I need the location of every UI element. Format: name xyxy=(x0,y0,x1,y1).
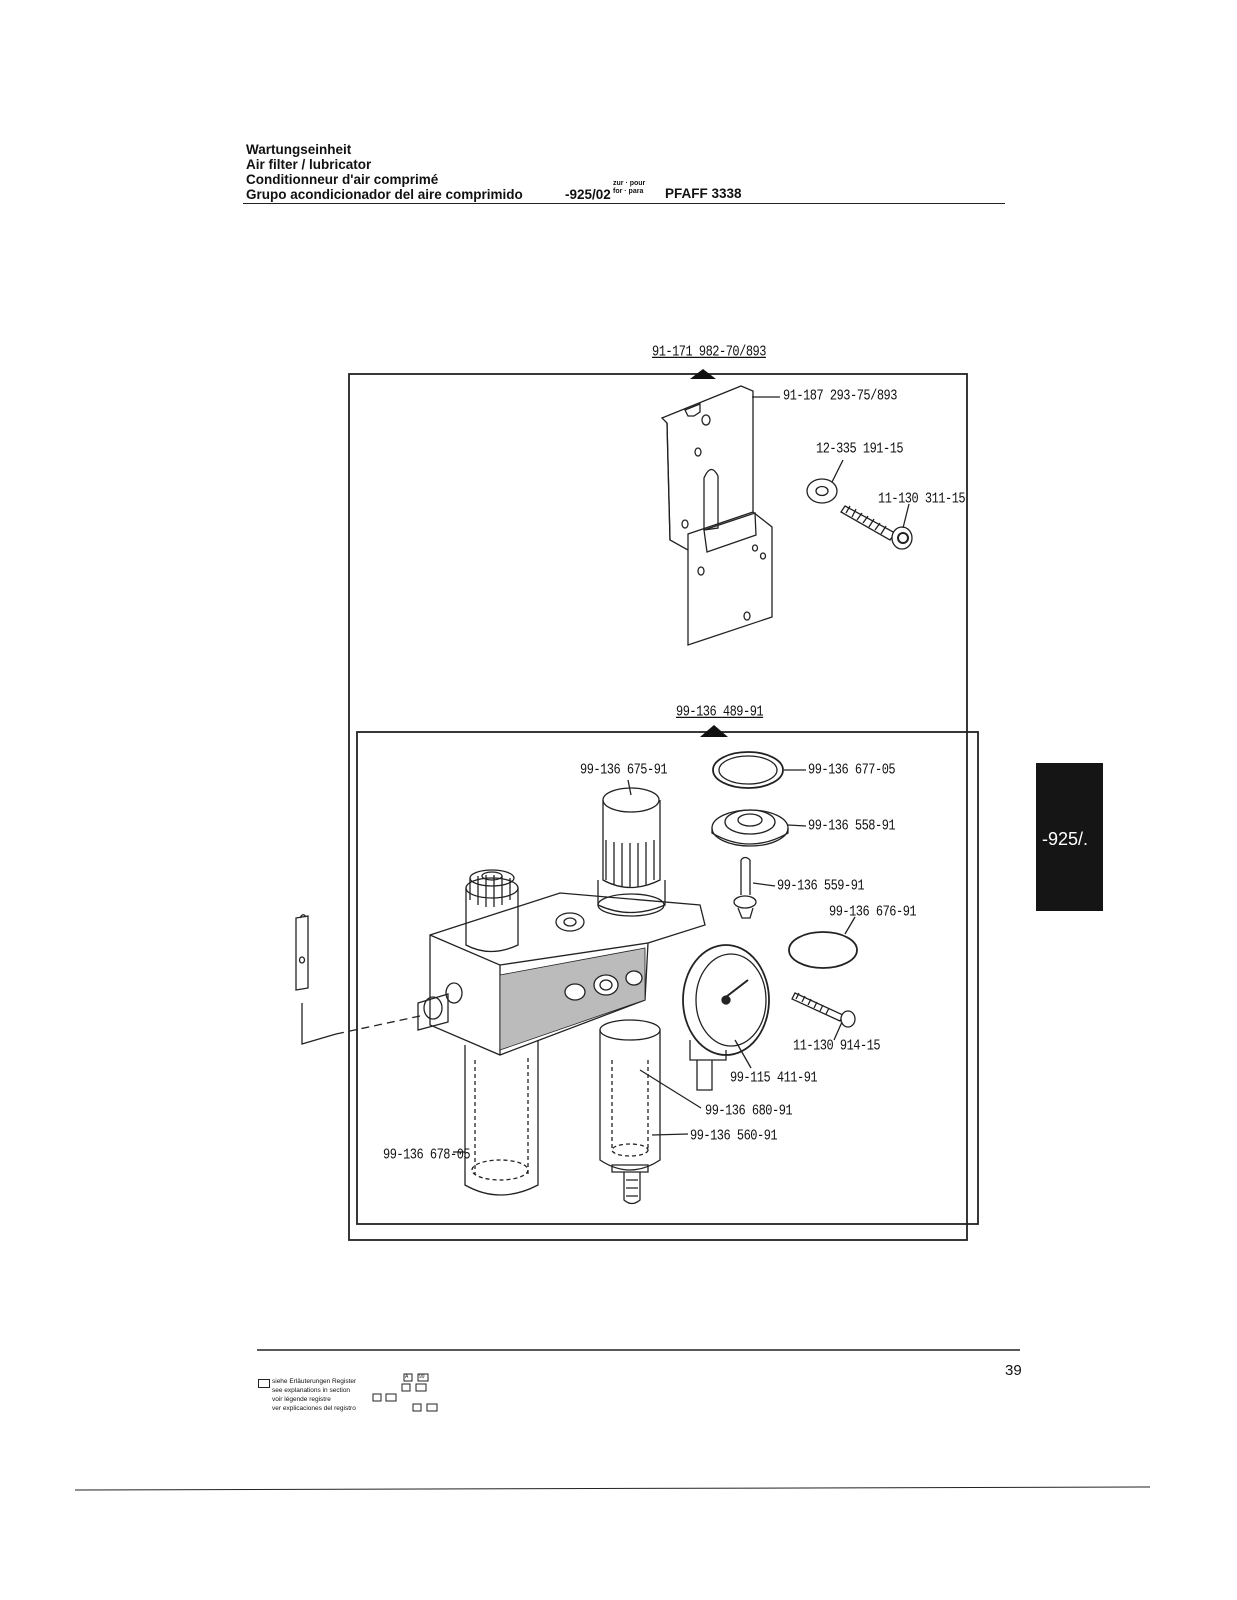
part-number-label: 99-136 559-91 xyxy=(777,877,865,895)
part-number-label: 99-136 677-05 xyxy=(808,761,896,779)
leader-p7 xyxy=(753,883,775,886)
legend-ref-box xyxy=(416,1384,426,1391)
leader-p12 xyxy=(652,1134,688,1135)
title-german: Wartungseinheit xyxy=(246,142,352,157)
leader-p6 xyxy=(788,825,806,826)
page-number: 39 xyxy=(1005,1362,1022,1379)
legend-symbol-box xyxy=(258,1379,270,1388)
valve-seat xyxy=(712,810,788,846)
legend-ref-box xyxy=(413,1404,421,1411)
assembly-code: -925/02 xyxy=(565,187,611,202)
valve-stem xyxy=(734,858,756,919)
title-french: Conditionneur d'air comprimé xyxy=(246,172,439,187)
title-spanish: Grupo acondicionador del aire comprimido xyxy=(246,187,523,202)
legend-ref-box xyxy=(386,1394,396,1401)
part-number-label: 99-136 675-91 xyxy=(580,761,668,779)
upper-assembly-number: 91-171 982-70/893 xyxy=(652,343,766,361)
part-number-label: 12-335 191-15 xyxy=(816,440,904,458)
cap-screw-lower xyxy=(792,993,855,1027)
part-number-label: 99-136 680-91 xyxy=(705,1102,793,1120)
legend-ref-b: 99 xyxy=(419,1374,425,1380)
legend-text: siehe Erläuterungen Register see explanations in section voir légende registre ver explicaciones del registro xyxy=(272,1378,357,1412)
legend-ref-a: A xyxy=(405,1374,409,1380)
page-bottom-rule xyxy=(75,1487,1150,1490)
washer xyxy=(807,479,837,503)
cap-screw-upper xyxy=(841,506,912,549)
part-number-label: 99-136 560-91 xyxy=(690,1127,778,1145)
outer-assembly-frame xyxy=(349,374,967,1240)
part-number-label: 99-136 676-91 xyxy=(829,903,917,921)
section-tab xyxy=(1036,763,1103,911)
part-number-label: 91-187 293-75/893 xyxy=(783,387,897,405)
title-english: Air filter / lubricator xyxy=(246,157,372,172)
lower-assembly-number: 99-136 489-91 xyxy=(676,703,764,721)
pin-part xyxy=(296,915,420,1044)
leader-p2 xyxy=(832,460,843,482)
part-number-label: 11-130 311-15 xyxy=(878,490,966,508)
part-number-label: 99-136 558-91 xyxy=(808,817,896,835)
legend-ref-box xyxy=(402,1384,410,1391)
o-ring-large xyxy=(713,752,783,788)
lower-assembly-triangle xyxy=(700,725,728,737)
section-tab-label: -925/. xyxy=(1042,829,1089,849)
bracket-plate xyxy=(662,386,772,645)
leader-p3 xyxy=(903,504,909,528)
legend-ref-box xyxy=(373,1394,381,1401)
leader-p11 xyxy=(640,1070,701,1108)
o-ring-small xyxy=(789,932,857,968)
zur-pour-label: zur · pour for · para xyxy=(613,180,646,195)
part-number-label: 99-115 411-91 xyxy=(730,1069,818,1087)
part-number-label: 99-136 678-05 xyxy=(383,1146,471,1164)
legend-ref-box xyxy=(427,1404,437,1411)
machine-model: PFAFF 3338 xyxy=(665,186,742,201)
part-number-label: 11-130 914-15 xyxy=(793,1037,881,1055)
